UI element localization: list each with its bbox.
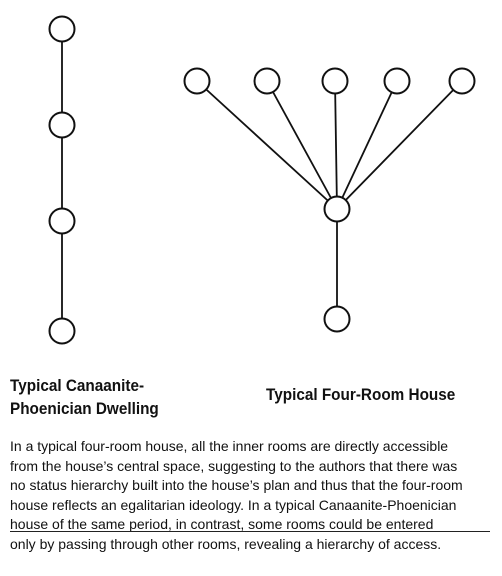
caption-line: house of the same period, in contrast, some rooms could be entered xyxy=(10,516,434,532)
room-node xyxy=(50,319,75,344)
caption-line: house reflects an egalitarian ideology. In a typical Canaanite-Phoenician xyxy=(10,496,457,513)
room-node xyxy=(185,69,210,94)
room-node xyxy=(255,69,280,94)
access-edge xyxy=(197,81,337,209)
access-edge xyxy=(337,81,397,209)
room-node xyxy=(325,307,350,332)
label-line: Phoenician Dwelling xyxy=(10,399,159,418)
caption-divider xyxy=(10,531,490,532)
central-space-node xyxy=(325,197,350,222)
label-line: Typical Canaanite- xyxy=(10,376,145,395)
room-node xyxy=(385,69,410,94)
four-room-house-diagram xyxy=(185,69,475,332)
access-edge xyxy=(335,81,337,209)
canaanite-dwelling-diagram xyxy=(50,17,75,344)
room-node xyxy=(50,17,75,42)
room-node xyxy=(50,113,75,138)
room-node xyxy=(450,69,475,94)
caption-line: only by passing through other rooms, revealing a hierarchy of access. xyxy=(10,535,442,552)
access-edge xyxy=(267,81,337,209)
canaanite-dwelling-label xyxy=(10,374,190,420)
figure-caption xyxy=(10,437,496,554)
caption-line: no status hierarchy built into the house’s plan and thus that the four-room xyxy=(10,477,463,493)
room-node xyxy=(50,209,75,234)
room-node xyxy=(323,69,348,94)
access-edge xyxy=(337,81,462,209)
four-room-house-label: Typical Four-Room House xyxy=(266,385,456,404)
caption-line: In a typical four-room house, all the inner rooms are directly accessible xyxy=(10,438,449,454)
caption-line: from the house’s central space, suggesting to the authors that there was xyxy=(10,457,458,474)
